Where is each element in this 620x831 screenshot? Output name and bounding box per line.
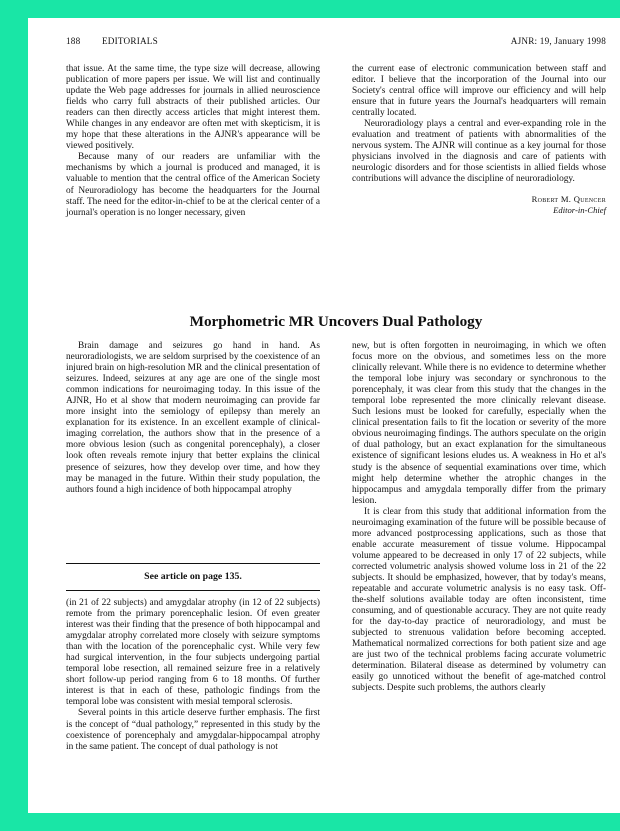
article-column-left-top xyxy=(66,341,320,496)
signature xyxy=(352,194,606,216)
journal-issue: AJNR: 19, January 1998 xyxy=(510,36,606,46)
paragraph: Brain damage and seizures go hand in hand. As neuroradiologists, we are seldom surprised by the coexistence of an injured brain on high-resolution MR and the clinical presentation of seizures. Indeed, seizures at any age are one of the single most common indications for neuroimaging today. In this issue of the AJNR, Ho et al show that modern neuroimaging can provide far more insight into the semiology of epilepsy than merely an explanation for its existence. In an excellent example of clinical-imaging correlation, the authors show that in the presence of a more obvious lesion (such as congenital porencephaly), a closer look often reveals remote injury that better explains the clinical presence of seizures, how they develop over time, and how they may be managed in the future. Within their study population, the authors found a high incidence of both hippocampal atrophy xyxy=(66,341,320,495)
paragraph: Neuroradiology plays a central and ever-expanding role in the evaluation and treatment of patients with abnormalities of the nervous system. The AJNR will continue as a key journal for those physicians involved in the diagnosis and care of patients with neurologic disorders and for those scientists in allied fields whose contributions will advance the discipline of neuroradiology. xyxy=(352,119,606,185)
journal-page xyxy=(28,18,620,813)
paragraph: the current ease of electronic communication between staff and editor. I believe that the incorporation of the Journal into our Society's central office will improve our efficiency and will help ensure that in future years the Journal's headquarters will remain centrally located. xyxy=(352,64,606,119)
paragraph: Several points in this article deserve further emphasis. The first is the concept of “dual pathology,” represented in this study by the coexistence of porencephaly and amygdalar-hippocampal atrophy in the same patient. The concept of dual pathology is not xyxy=(66,708,320,752)
paragraph: Because many of our readers are unfamiliar with the mechanisms by which a journal is produced and managed, it is valuable to mention that the central office of the American Society of Neuroradiology has become the headquarters for the Journal staff. The need for the editor-in-chief to be at the clerical center of a journal's operation is no longer necessary, given xyxy=(66,152,320,218)
see-article-callout: See article on page 135. xyxy=(66,563,320,591)
article-column-right xyxy=(352,341,606,695)
editorial-column-right xyxy=(352,64,606,216)
page-number: 188 xyxy=(66,36,81,46)
section-name: EDITORIALS xyxy=(102,36,158,46)
paragraph: (in 21 of 22 subjects) and amygdalar atrophy (in 12 of 22 subjects) remote from the primary porencephalic lesion. Of even greater interest was their finding that the presence of both hippocampal and amygdalar atrophy correlated more closely with seizure symptoms than with the location of the porencephalic cyst. While very few had surgical intervention, in the four subjects undergoing partial temporal lobe resection, all remained seizure free in a relatively short follow-up period ranging from 6 to 18 months. Of further interest is that in each of these, pathologic findings from the temporal lobe was consistent with mesial temporal sclerosis. xyxy=(66,598,320,708)
editorial-column-left xyxy=(66,64,320,219)
signature-role: Editor-in-Chief xyxy=(553,204,606,215)
article-column-left-bottom xyxy=(66,598,320,753)
running-head xyxy=(66,36,606,50)
article-title: Morphometric MR Uncovers Dual Pathology xyxy=(189,313,483,330)
paragraph: It is clear from this study that additional information from the neuroimaging examination of the future will be possible because of more advanced postprocessing applications, such as those that enable accurate measurement of tissue volume. Hippocampal volume appeared to be decreased in only 17 of 22 subjects, while corrected volumetric analysis showed volume loss in 21 of the 22 subjects. It should be emphasized, however, that by today's means, repeatable and accurate volumetric analysis is no easy task. Off-the-shelf solutions available today are often inconsistent, time consuming, and of questionable accuracy. They are not quite ready for the day-to-day practice of neuroradiology, and must be subjected to strenuous validation before becoming accepted. Mathematical normalized corrections for both patient size and age are just two of the technical problems facing accurate volumetric determination. Bilateral disease as determined by volumetry can easily go unnoticed without the benefit of age-matched control subjects. Despite such problems, the authors clearly xyxy=(352,506,606,694)
paragraph: that issue. At the same time, the type size will decrease, allowing publication of more papers per issue. We will list and continually update the Web page addresses for journals in allied neuroscience fields who carry full abstracts of their published articles. Our readers can then directly access articles that might interest them. While changes in any endeavor are often met with skepticism, it is my hope that these alterations in the AJNR's appearance will be viewed positively. xyxy=(66,64,320,152)
paragraph: new, but is often forgotten in neuroimaging, in which we often focus more on the obvious, and sometimes less on the more clinically relevant. While there is no evidence to determine whether the temporal lobe injury was secondary or synchronous to the porencephaly, it was clear from this study that the changes in the temporal lobe represented the more clinically relevant disease. Such lesions must be looked for carefully, especially when the clinical presentation fails to fit the location or severity of the more obvious neuroimaging findings. The authors speculate on the origin of dual pathology, but an exact explanation for the simultaneous existence of significant lesions eludes us. A weakness in Ho et al's study is the absence of sequential examinations over time, which might help determine whether the atrophic changes in the hippocampus and amygdala temporally differ from the primary lesion. xyxy=(352,341,606,506)
signature-name: Robert M. Quencer xyxy=(531,193,606,204)
